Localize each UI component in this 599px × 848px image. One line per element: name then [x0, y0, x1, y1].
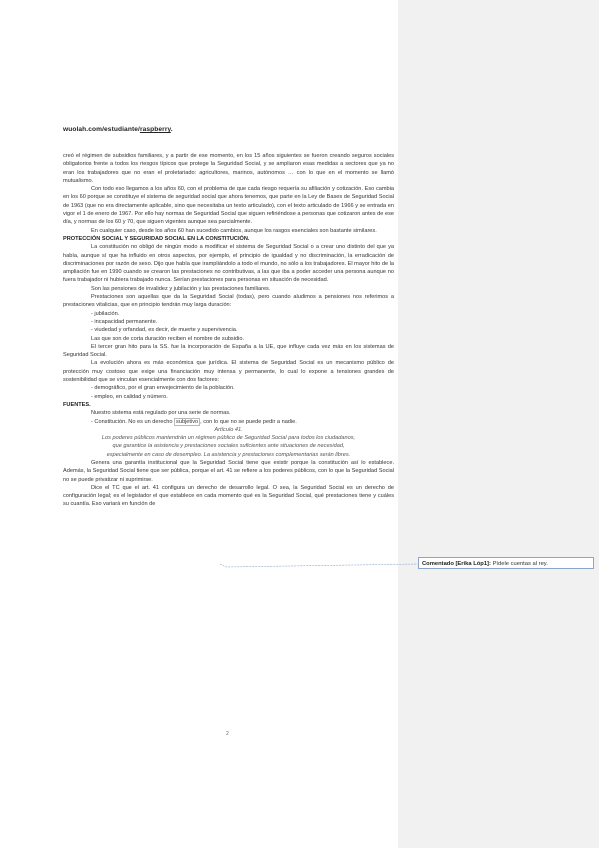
document-body: [63, 152, 394, 509]
comment-text: Pídele cuentas al rey.: [492, 561, 548, 567]
list-item: - incapacidad permanente.: [91, 318, 158, 325]
header-user[interactable]: raspberry: [139, 126, 171, 133]
list-item: - viudedad y orfandad, es decir, de muerte y supervivencia.: [91, 327, 238, 334]
list-item: - empleo, en calidad y número.: [91, 393, 168, 400]
paragraph: Dice el TC que el art. 41 configura un derecho de desarrollo legal. O sea, la Seguridad Social es un derecho de configuración legal; es el legislador el que establece en cada momento qué es la Seguridad Social, qué prestaciones tiene y cuáles su cuantía. Eso variará en función de: [63, 484, 394, 508]
paragraph: Nuestro sistema está regulado por una serie de normas.: [91, 410, 231, 417]
paragraph: El tercer gran hito para la SS. fue la incorporación de España a la UE, que influye cada vez más en los sistemas de Seguridad Social.: [63, 343, 394, 359]
paragraph: La evolución ahora es más económica que jurídica. El sistema de Seguridad Social es un mecanismo público de protección muy costoso que exige una financiación muy intensa y permanente, lo cual lo expone a tensiones grandes de sostenibilidad que se vinculan esencialmente con dos factores:: [63, 360, 394, 384]
header-site: wuolah.com/estudiante/: [63, 126, 140, 133]
quoted-article: Los poderes públicos mantendrán un régimen público de Seguridad Social para todos los ciudadanos, que garantice la asistencia y prestaciones sociales suficientes ante situaciones de necesidad, especialmente en caso de desempleo. La asistencia y prestaciones complementarias serán libres.: [101, 435, 356, 458]
paragraph: creó el régimen de subsidios familiares, y a partir de ese momento, en los 15 años siguientes se fueron creando seguros sociales obligatorios frente a todos los riesgos típicos que protege la Seguridad Social, y se ampliaron esas medidas a sectores que ya no eran los trabajadores que no eran el proletariado: agricultores, marinos, autónomos … con lo que en el momento se llamó mutualismo.: [63, 153, 394, 184]
comment-anchor-text[interactable]: subjetivo: [176, 418, 199, 425]
list-item: - jubilación.: [91, 310, 120, 317]
comment-balloon[interactable]: [418, 557, 594, 569]
paragraph: Genera una garantía institucional que la Seguridad Social tiene que existir porque la constitución así lo establece. Además, la Seguridad Social tiene que ser pública, porque el art. 41 se refiere a los poderes públicos, con lo que la Seguridad Social no se puede privatizar ni suprimirse.: [63, 459, 394, 483]
paragraph: La constitución no obligó de ningún modo a modificar el sistema de Seguridad Social o a crear uno distinto del que ya había, aunque sí que ha influido en otros aspectos, por ejemplo, el principio de igualdad y no discriminación, la erradicación de discriminaciones por razón de sexo. Dijo que había que irampliándolo a todo el mundo, no sólo a los trabajadores. El mayor hito de la ampliación fue en 1990 cuando se crearon las prestaciones no contributivas, a las que iba a poder acceder una persona aunque no fuera trabajador ni hubiera trabajado nunca. Serían prestaciones para personas en situación de necesidad.: [63, 244, 394, 284]
page-header: [63, 126, 173, 133]
list-item: [63, 418, 394, 426]
paragraph: Son las pensiones de invalidez y jubilación y las prestaciones familiares.: [91, 285, 271, 292]
paragraph: Las que son de corta duración reciben el nombre de subsidio.: [91, 335, 244, 342]
text-run: , con lo que no se puede pedir a nadie.: [200, 418, 297, 425]
section-heading: PROTECCIÓN SOCIAL Y SEGURIDAD SOCIAL EN LA CONSTITUCIÓN.: [63, 235, 250, 242]
comment-author: Comentado [Erika Lóp1]:: [422, 561, 491, 567]
header-suffix: .: [170, 126, 173, 133]
paragraph: En cualquier caso, desde los años 60 han sucedido cambios, aunque los rasgos esenciales son bastante similares.: [91, 227, 377, 234]
comments-pane: [398, 0, 599, 848]
quoted-article: Artículo 41.: [214, 426, 243, 433]
section-heading: FUENTES.: [63, 401, 91, 408]
paragraph: Prestaciones son aquellas que da la Seguridad Social (todas), pero cuando aludimos a pensiones nos referimos a prestaciones vitalicias, que en principio tendrán muy larga duración:: [63, 294, 394, 309]
text-run: - Constitución. No es un derecho: [91, 418, 175, 425]
list-item: - demográfico, por el gran envejecimiento de la población.: [91, 385, 235, 392]
page-number: 2: [226, 731, 229, 737]
paragraph: Con todo eso llegamos a los años 60, con el problema de que cada riesgo requería su afiliación y cotización. Eso cambia en los 60 porque se constituye el sistema de seguridad social que ahora tenemos, que parte en la Ley de Bases de Seguridad Social de 1963 (que no era directamente aplicable, sino que necesitaba un texto articulado), con el texto articulado de 1966 y se entrada en vigor el 1 de enero de 1967. Por ello hay normas de Seguridad Social que siguen refiriéndose a personas que cotizaron antes de ese día, y normas de los 60 y 70, que siguen vigentes aunque sea parcialmente.: [63, 186, 394, 226]
